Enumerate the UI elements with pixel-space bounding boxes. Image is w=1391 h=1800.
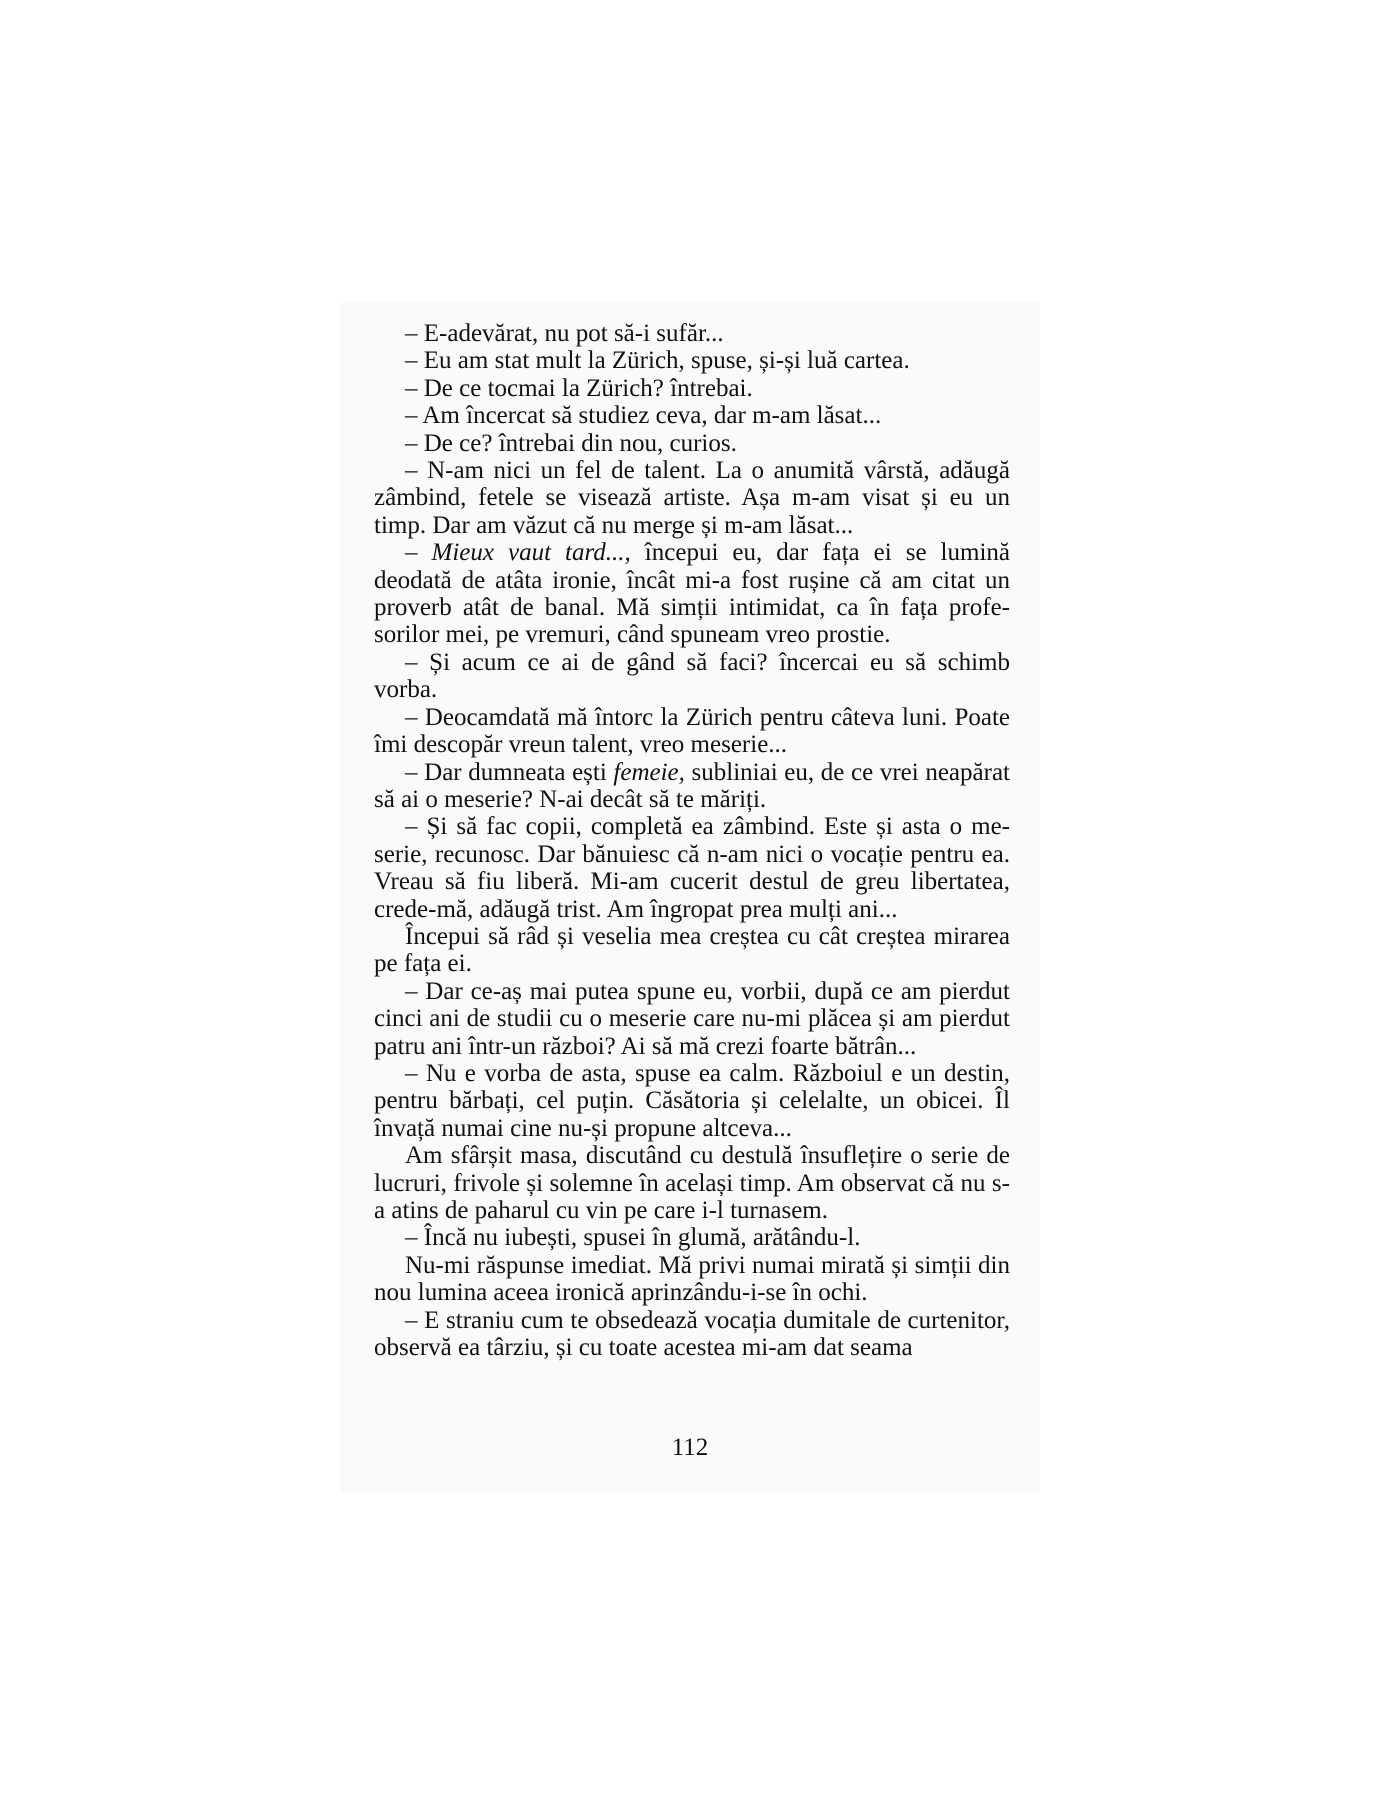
body-text xyxy=(374,320,1010,1361)
paragraph: – N-am nici un fel de talent. La o anumită vârstă, adăugă zâmbind, fetele se visează artiste. Așa m-am visat și eu un timp. Dar am văzut că nu merge și m-am lăsat... xyxy=(374,457,1010,539)
paragraph: – Am încercat să studiez ceva, dar m-am lăsat... xyxy=(405,402,882,430)
paragraph: – Dar ce-aș mai putea spune eu, vorbii, după ce am pierdut cinci ani de studii cu o meserie care nu-mi plăcea și am pierdut patru ani într-un război? Ai să mă crezi foarte bătrân... xyxy=(374,977,1010,1060)
paragraph: – E straniu cum te obsedează vocația dumitale de curtenitor, observă ea târziu, și cu toate acestea mi-am dat seama xyxy=(374,1306,1010,1362)
italic-phrase: Mieux vaut tard..., xyxy=(431,539,631,567)
paragraph: – De ce? întrebai din nou, curios. xyxy=(405,429,737,457)
paragraph: – Și acum ce ai de gând să faci? încercai eu să schimb vorba. xyxy=(374,648,1010,704)
paragraph: – Nu e vorba de asta, spuse ea calm. Războiul e un destin, pentru bărbați, cel puțin. Căsătoria și celelalte, un obicei. Îl învață numai cine nu-și propune altceva... xyxy=(374,1059,1010,1142)
paragraph: – De ce tocmai la Zürich? întrebai. xyxy=(405,374,753,402)
page-number: 112 xyxy=(671,1434,709,1461)
italic-phrase: femeie, xyxy=(613,758,685,786)
paragraph: – E-adevărat, nu pot să-i sufăr... xyxy=(405,320,724,347)
paragraph: – Dar dumneata ești femeie, subliniai eu, de ce vrei neapărat să ai o meserie? N-ai decât să te măriți. xyxy=(374,758,1010,813)
paragraph: – Încă nu iubești, spusei în glumă, arătându-l. xyxy=(405,1224,861,1252)
paragraph: Începui să râd și veselia mea creștea cu cât creștea mirarea pe fața ei. xyxy=(374,922,1010,978)
paragraph: – Mieux vaut tard..., începui eu, dar fața ei se lumină deodată de atâta ironie, încât mi-a fost rușine că am citat un proverb atât de banal. Mă simții intimidat, ca în fața profesorilor mei, pe vremuri, când spuneam vreo prostie. xyxy=(374,539,1010,649)
paragraph: Nu-mi răspunse imediat. Mă privi numai mirată și simții din nou lumina aceea ironică aprinzându-i-se în ochi. xyxy=(374,1251,1010,1307)
paragraph: – Eu am stat mult la Zürich, spuse, și-și luă cartea. xyxy=(405,347,910,375)
paragraph: – Și să fac copii, completă ea zâmbind. Este și asta o meserie, recunosc. Dar bănuiesc că n-am nici o vocație pentru ea. Vreau să fiu liberă. Mi-am cucerit destul de greu libertatea, crede-mă, adăugă trist. Am îngropat prea mulți ani... xyxy=(374,813,1010,923)
paragraph: Am sfârșit masa, discutând cu destulă însuflețire o serie de lucruri, frivole și solemne în același timp. Am observat că nu s-a atins de paharul cu vin pe care i-l turnasem. xyxy=(374,1142,1010,1224)
paragraph: – Deocamdată mă întorc la Zürich pentru câteva luni. Poate îmi descopăr vreun talent, vreo meserie... xyxy=(374,703,1010,759)
